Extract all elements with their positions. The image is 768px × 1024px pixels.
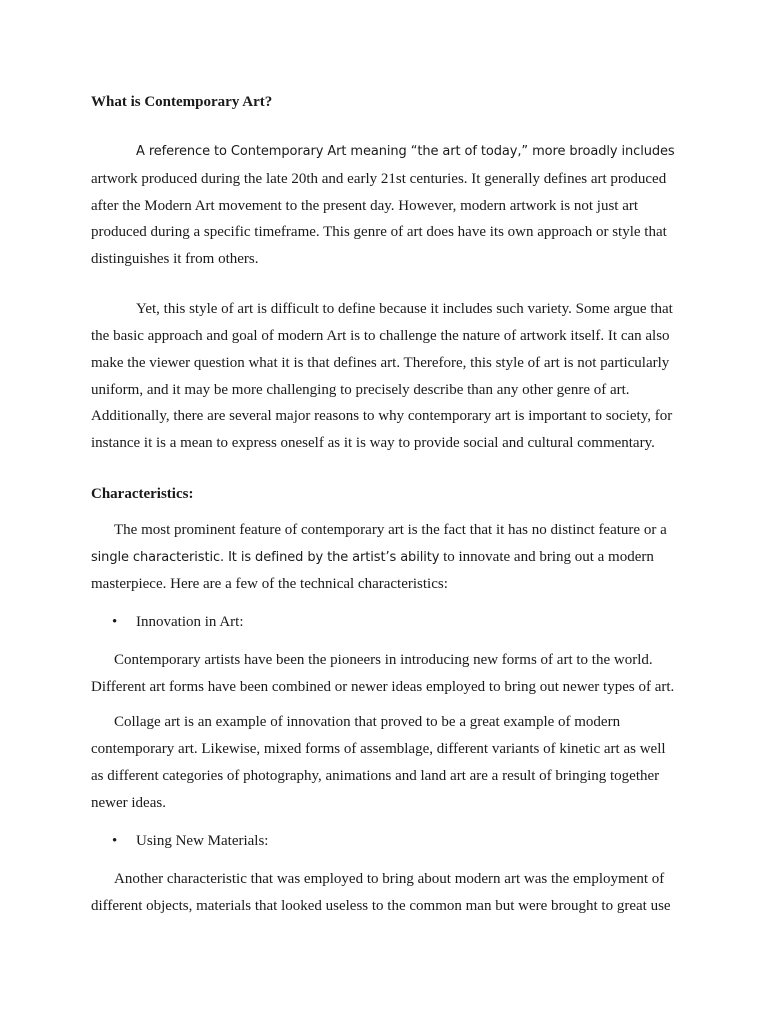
intro-p1-line-5: distinguishes it from others. <box>91 251 259 267</box>
innovation-p2-line-1: Collage art is an example of innovation that proved to be a great example of modern <box>114 714 621 730</box>
document-title: What is Contemporary Art? <box>91 94 273 110</box>
characteristics-p1-line-2-serif: to innovate and bring out a modern <box>439 549 654 565</box>
intro-p2-line-3: make the viewer question what it is that defines art. Therefore, this style of art is not particularly <box>91 355 670 371</box>
characteristics-p1-line-2-sans: single characteristic. It is defined by the artist’s ability <box>91 550 440 565</box>
innovation-p2-line-2: contemporary art. Likewise, mixed forms of assemblage, different variants of kinetic art as well <box>91 741 666 757</box>
intro-p2-line-5: Additionally, there are several major reasons to why contemporary art is important to society, for <box>91 408 673 424</box>
intro-p1-line-1: A reference to Contemporary Art meaning “the art of today,” more broadly includes <box>136 144 675 159</box>
bullet-dot-materials: • <box>112 833 118 849</box>
intro-p2-line-1: Yet, this style of art is difficult to define because it includes such variety. Some argue that <box>136 301 673 317</box>
intro-p2-line-4: uniform, and it may be more challenging to precisely describe than any other genre of art. <box>91 382 630 398</box>
intro-p2-line-6: instance it is a mean to express oneself as it is way to provide social and cultural commentary. <box>91 435 655 451</box>
characteristics-p1-line-2 <box>91 548 654 567</box>
bullet-innovation-in-art: Innovation in Art: <box>136 614 244 630</box>
innovation-p1-line-2: Different art forms have been combined or newer ideas employed to bring out newer types of art. <box>91 679 675 695</box>
intro-p1-line-2: artwork produced during the late 20th and early 21st centuries. It generally defines art produced <box>91 171 667 187</box>
materials-p1-line-1: Another characteristic that was employed to bring about modern art was the employment of <box>114 871 665 887</box>
intro-p1-line-4: produced during a specific timeframe. This genre of art does have its own approach or style that <box>91 224 667 240</box>
materials-p1-line-2: different objects, materials that looked useless to the common man but were brought to great use <box>91 898 671 914</box>
intro-p2-line-2: the basic approach and goal of modern Art is to challenge the nature of artwork itself. It can also <box>91 328 670 344</box>
characteristics-p1-line-3: masterpiece. Here are a few of the technical characteristics: <box>91 576 448 592</box>
bullet-dot-innovation: • <box>112 614 118 630</box>
innovation-p2-line-3: as different categories of photography, animations and land art are a result of bringing together <box>91 768 660 784</box>
intro-p1-line-3: after the Modern Art movement to the present day. However, modern artwork is not just art <box>91 198 639 214</box>
innovation-p2-line-4: newer ideas. <box>91 795 166 811</box>
innovation-p1-line-1: Contemporary artists have been the pioneers in introducing new forms of art to the world. <box>114 652 653 668</box>
characteristics-p1-line-1: The most prominent feature of contemporary art is the fact that it has no distinct feature or a <box>114 522 667 538</box>
characteristics-heading: Characteristics: <box>91 486 194 502</box>
bullet-using-new-materials: Using New Materials: <box>136 833 269 849</box>
